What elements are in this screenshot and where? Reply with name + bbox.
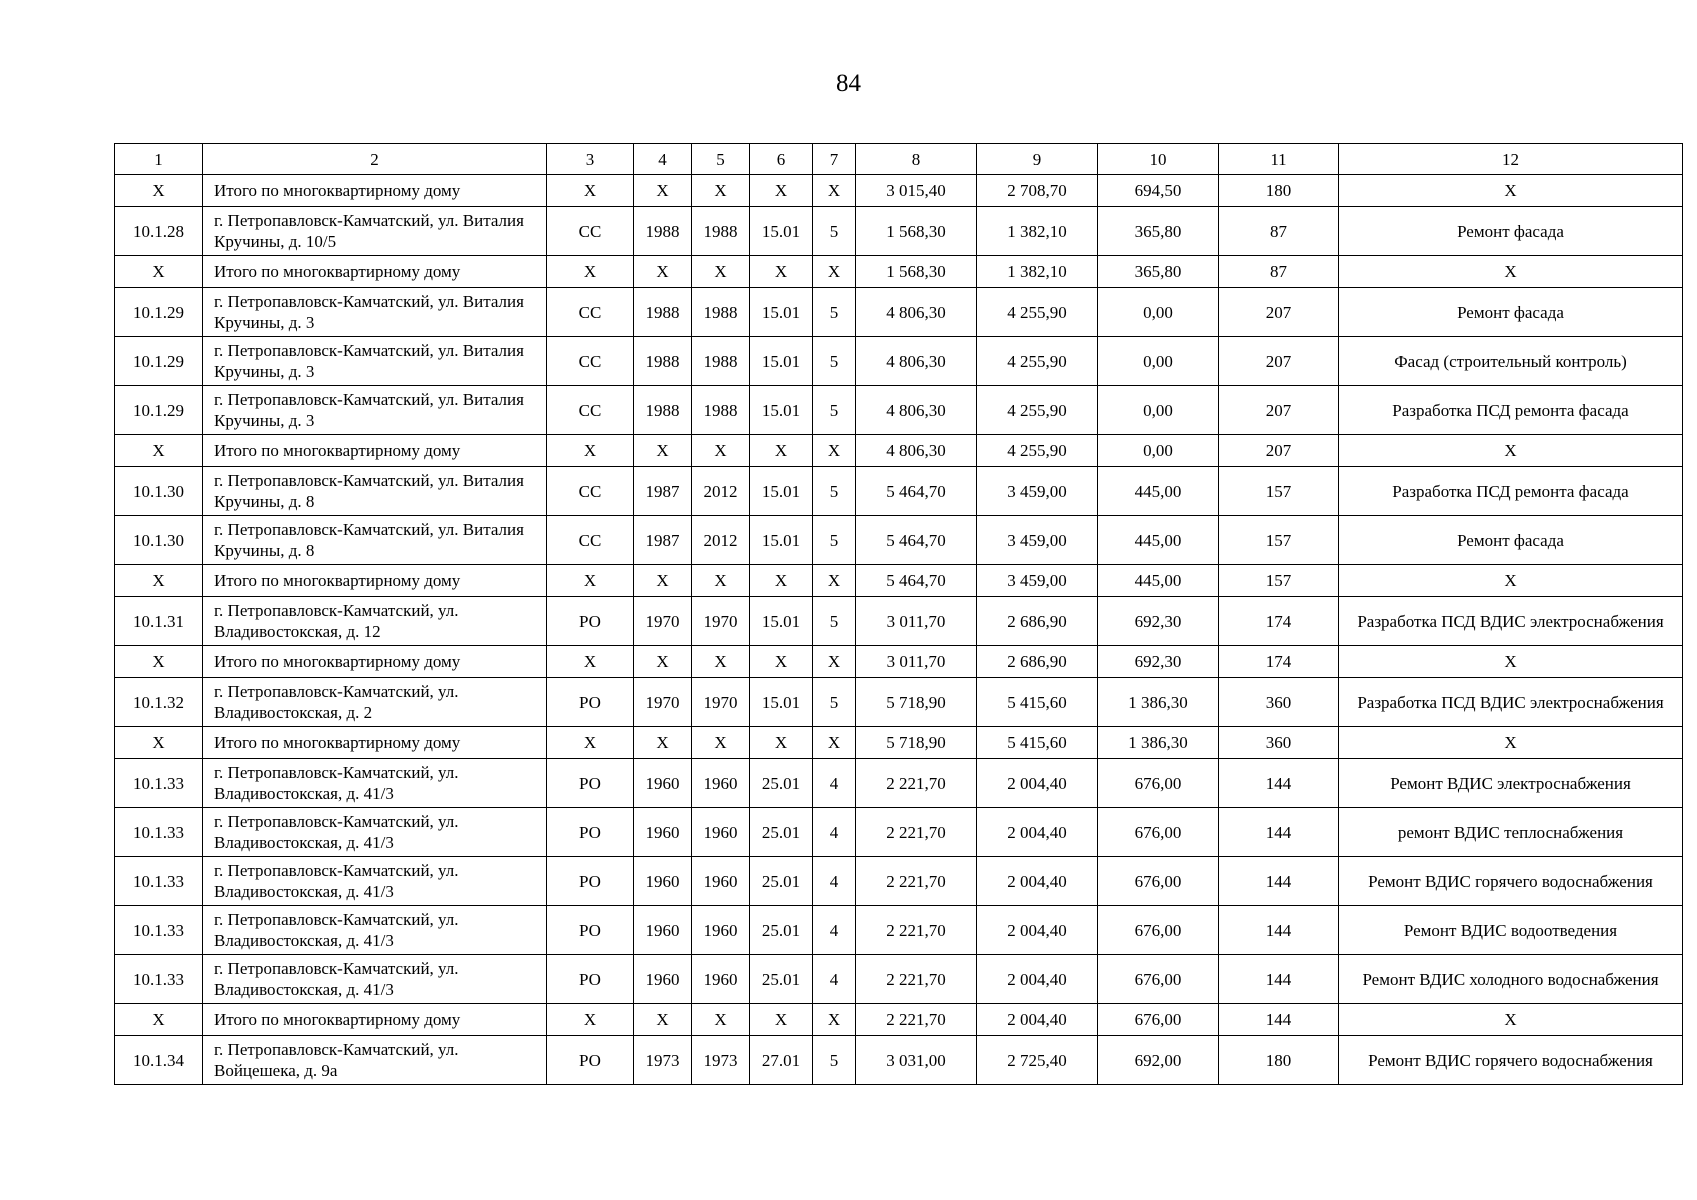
cell-year-renovated: Х: [692, 727, 750, 759]
cell-nonresidential-area: 676,00: [1098, 955, 1219, 1004]
cell-address: г. Петропавловск-Камчатский, ул. Владивостокская, д. 41/3: [203, 759, 547, 808]
cell-total-area: 2 221,70: [856, 1004, 977, 1036]
table-row: [115, 467, 1683, 516]
cell-item-number: 10.1.29: [115, 288, 203, 337]
cell-work-type: Ремонт ВДИС горячего водоснабжения: [1339, 1036, 1683, 1085]
cell-code: 15.01: [750, 337, 813, 386]
cell-year-built: Х: [634, 256, 692, 288]
cell-work-type: Ремонт ВДИС электроснабжения: [1339, 759, 1683, 808]
cell-address: Итого по многоквартирному дому: [203, 727, 547, 759]
cell-residents: 157: [1219, 516, 1339, 565]
cell-floors: 4: [813, 759, 856, 808]
cell-nonresidential-area: 676,00: [1098, 1004, 1219, 1036]
cell-year-renovated: 1960: [692, 857, 750, 906]
cell-work-type: Ремонт ВДИС холодного водоснабжения: [1339, 955, 1683, 1004]
cell-address: Итого по многоквартирному дому: [203, 435, 547, 467]
total-row: [115, 646, 1683, 678]
cell-residents: 157: [1219, 565, 1339, 597]
cell-year-renovated: Х: [692, 256, 750, 288]
cell-year-built: 1970: [634, 597, 692, 646]
cell-residents: 144: [1219, 955, 1339, 1004]
cell-code: Х: [750, 435, 813, 467]
cell-total-area: 2 221,70: [856, 955, 977, 1004]
cell-material: СС: [547, 288, 634, 337]
cell-year-built: Х: [634, 565, 692, 597]
cell-year-built: Х: [634, 727, 692, 759]
cell-floors: Х: [813, 565, 856, 597]
cell-address: г. Петропавловск-Камчатский, ул. Владивостокская, д. 12: [203, 597, 547, 646]
cell-address: г. Петропавловск-Камчатский, ул. Виталия Кручины, д. 8: [203, 516, 547, 565]
cell-code: 15.01: [750, 516, 813, 565]
cell-item-number: 10.1.29: [115, 386, 203, 435]
cell-material: Х: [547, 565, 634, 597]
cell-item-number: Х: [115, 727, 203, 759]
cell-item-number: 10.1.28: [115, 207, 203, 256]
column-number-cell: 3: [547, 144, 634, 175]
cell-year-built: 1960: [634, 857, 692, 906]
cell-material: РО: [547, 597, 634, 646]
total-row: [115, 435, 1683, 467]
cell-total-area: 2 221,70: [856, 906, 977, 955]
cell-floors: 4: [813, 906, 856, 955]
cell-work-type: Х: [1339, 565, 1683, 597]
column-number-cell: 4: [634, 144, 692, 175]
cell-code: 15.01: [750, 467, 813, 516]
cell-residential-area: 3 459,00: [977, 467, 1098, 516]
cell-code: 15.01: [750, 386, 813, 435]
cell-residential-area: 2 004,40: [977, 1004, 1098, 1036]
cell-item-number: 10.1.33: [115, 808, 203, 857]
cell-address: г. Петропавловск-Камчатский, ул. Виталия Кручины, д. 3: [203, 386, 547, 435]
cell-floors: 5: [813, 288, 856, 337]
cell-year-built: 1960: [634, 808, 692, 857]
cell-floors: Х: [813, 175, 856, 207]
cell-work-type: Х: [1339, 256, 1683, 288]
cell-work-type: ремонт ВДИС теплоснабжения: [1339, 808, 1683, 857]
cell-code: 15.01: [750, 678, 813, 727]
cell-residents: 207: [1219, 288, 1339, 337]
cell-total-area: 1 568,30: [856, 207, 977, 256]
cell-nonresidential-area: 0,00: [1098, 435, 1219, 467]
cell-year-built: 1960: [634, 759, 692, 808]
cell-material: РО: [547, 1036, 634, 1085]
cell-material: Х: [547, 435, 634, 467]
cell-item-number: Х: [115, 256, 203, 288]
cell-address: г. Петропавловск-Камчатский, ул. Виталия Кручины, д. 3: [203, 337, 547, 386]
cell-code: 25.01: [750, 857, 813, 906]
cell-total-area: 3 011,70: [856, 646, 977, 678]
cell-floors: 5: [813, 467, 856, 516]
cell-total-area: 5 464,70: [856, 516, 977, 565]
cell-year-built: 1988: [634, 207, 692, 256]
cell-nonresidential-area: 445,00: [1098, 516, 1219, 565]
cell-total-area: 3 015,40: [856, 175, 977, 207]
cell-floors: Х: [813, 435, 856, 467]
cell-code: Х: [750, 175, 813, 207]
cell-residential-area: 2 004,40: [977, 857, 1098, 906]
cell-residents: 144: [1219, 808, 1339, 857]
column-number-cell: 8: [856, 144, 977, 175]
cell-work-type: Ремонт фасада: [1339, 288, 1683, 337]
cell-nonresidential-area: 0,00: [1098, 386, 1219, 435]
cell-year-built: 1988: [634, 386, 692, 435]
cell-nonresidential-area: 0,00: [1098, 337, 1219, 386]
cell-floors: 5: [813, 678, 856, 727]
cell-material: СС: [547, 516, 634, 565]
cell-total-area: 4 806,30: [856, 337, 977, 386]
cell-total-area: 2 221,70: [856, 808, 977, 857]
cell-total-area: 3 031,00: [856, 1036, 977, 1085]
cell-residential-area: 2 004,40: [977, 808, 1098, 857]
cell-item-number: 10.1.29: [115, 337, 203, 386]
cell-material: РО: [547, 857, 634, 906]
cell-year-renovated: Х: [692, 435, 750, 467]
cell-residents: 87: [1219, 207, 1339, 256]
column-number-cell: 11: [1219, 144, 1339, 175]
column-number-cell: 9: [977, 144, 1098, 175]
cell-item-number: Х: [115, 435, 203, 467]
cell-floors: 4: [813, 955, 856, 1004]
cell-year-built: Х: [634, 1004, 692, 1036]
cell-residential-area: 5 415,60: [977, 678, 1098, 727]
cell-material: Х: [547, 727, 634, 759]
table-row: [115, 1036, 1683, 1085]
cell-material: РО: [547, 955, 634, 1004]
cell-work-type: Х: [1339, 646, 1683, 678]
cell-nonresidential-area: 1 386,30: [1098, 678, 1219, 727]
cell-year-renovated: 1988: [692, 207, 750, 256]
cell-residential-area: 4 255,90: [977, 386, 1098, 435]
cell-nonresidential-area: 445,00: [1098, 565, 1219, 597]
cell-residents: 180: [1219, 1036, 1339, 1085]
cell-item-number: Х: [115, 175, 203, 207]
cell-nonresidential-area: 0,00: [1098, 288, 1219, 337]
cell-residential-area: 5 415,60: [977, 727, 1098, 759]
cell-material: РО: [547, 808, 634, 857]
cell-residential-area: 2 004,40: [977, 906, 1098, 955]
cell-floors: 5: [813, 386, 856, 435]
cell-address: Итого по многоквартирному дому: [203, 565, 547, 597]
cell-floors: 5: [813, 516, 856, 565]
cell-year-renovated: 1960: [692, 955, 750, 1004]
column-number-cell: 5: [692, 144, 750, 175]
cell-floors: 5: [813, 1036, 856, 1085]
cell-address: г. Петропавловск-Камчатский, ул. Владивостокская, д. 2: [203, 678, 547, 727]
total-row: [115, 175, 1683, 207]
cell-material: РО: [547, 759, 634, 808]
cell-material: РО: [547, 678, 634, 727]
table-row: [115, 759, 1683, 808]
cell-year-renovated: 1988: [692, 337, 750, 386]
cell-floors: 4: [813, 808, 856, 857]
cell-year-built: 1960: [634, 906, 692, 955]
cell-material: СС: [547, 337, 634, 386]
cell-residential-area: 2 708,70: [977, 175, 1098, 207]
column-number-row: [115, 144, 1683, 175]
cell-residents: 180: [1219, 175, 1339, 207]
cell-floors: Х: [813, 256, 856, 288]
cell-residents: 207: [1219, 435, 1339, 467]
cell-year-renovated: Х: [692, 646, 750, 678]
cell-address: г. Петропавловск-Камчатский, ул. Войцешека, д. 9а: [203, 1036, 547, 1085]
cell-material: СС: [547, 386, 634, 435]
cell-address: г. Петропавловск-Камчатский, ул. Виталия Кручины, д. 10/5: [203, 207, 547, 256]
table-row: [115, 386, 1683, 435]
cell-work-type: Разработка ПСД ремонта фасада: [1339, 467, 1683, 516]
cell-year-renovated: 1970: [692, 597, 750, 646]
cell-item-number: 10.1.33: [115, 955, 203, 1004]
cell-year-renovated: 1988: [692, 386, 750, 435]
column-number-cell: 10: [1098, 144, 1219, 175]
cell-year-built: 1970: [634, 678, 692, 727]
total-row: [115, 565, 1683, 597]
cell-nonresidential-area: 365,80: [1098, 256, 1219, 288]
cell-year-built: 1988: [634, 288, 692, 337]
total-row: [115, 1004, 1683, 1036]
cell-address: г. Петропавловск-Камчатский, ул. Владивостокская, д. 41/3: [203, 955, 547, 1004]
cell-total-area: 5 464,70: [856, 565, 977, 597]
cell-address: г. Петропавловск-Камчатский, ул. Владивостокская, д. 41/3: [203, 906, 547, 955]
cell-item-number: 10.1.30: [115, 516, 203, 565]
column-number-cell: 12: [1339, 144, 1683, 175]
table-row: [115, 955, 1683, 1004]
cell-code: 27.01: [750, 1036, 813, 1085]
cell-work-type: Разработка ПСД ВДИС электроснабжения: [1339, 678, 1683, 727]
cell-year-built: Х: [634, 435, 692, 467]
housing-register-table: [114, 143, 1683, 1085]
total-row: [115, 727, 1683, 759]
cell-address: Итого по многоквартирному дому: [203, 1004, 547, 1036]
cell-total-area: 5 464,70: [856, 467, 977, 516]
cell-material: РО: [547, 906, 634, 955]
cell-residents: 157: [1219, 467, 1339, 516]
cell-address: Итого по многоквартирному дому: [203, 256, 547, 288]
table-row: [115, 857, 1683, 906]
page-number: 84: [836, 70, 861, 97]
cell-residents: 207: [1219, 337, 1339, 386]
cell-year-built: Х: [634, 646, 692, 678]
cell-item-number: 10.1.30: [115, 467, 203, 516]
cell-work-type: Разработка ПСД ремонта фасада: [1339, 386, 1683, 435]
cell-code: 25.01: [750, 759, 813, 808]
cell-residential-area: 2 725,40: [977, 1036, 1098, 1085]
column-number-cell: 6: [750, 144, 813, 175]
cell-work-type: Х: [1339, 175, 1683, 207]
table-row: [115, 288, 1683, 337]
cell-work-type: Х: [1339, 435, 1683, 467]
cell-nonresidential-area: 676,00: [1098, 808, 1219, 857]
cell-nonresidential-area: 445,00: [1098, 467, 1219, 516]
cell-work-type: Фасад (строительный контроль): [1339, 337, 1683, 386]
cell-code: 25.01: [750, 906, 813, 955]
cell-total-area: 4 806,30: [856, 288, 977, 337]
cell-year-built: 1988: [634, 337, 692, 386]
cell-year-renovated: 1970: [692, 678, 750, 727]
cell-year-built: 1973: [634, 1036, 692, 1085]
cell-work-type: Ремонт ВДИС горячего водоснабжения: [1339, 857, 1683, 906]
cell-material: СС: [547, 467, 634, 516]
cell-nonresidential-area: 365,80: [1098, 207, 1219, 256]
cell-floors: 5: [813, 597, 856, 646]
cell-residential-area: 4 255,90: [977, 288, 1098, 337]
cell-nonresidential-area: 1 386,30: [1098, 727, 1219, 759]
cell-year-renovated: Х: [692, 565, 750, 597]
cell-nonresidential-area: 676,00: [1098, 857, 1219, 906]
cell-residential-area: 2 686,90: [977, 597, 1098, 646]
cell-residents: 144: [1219, 857, 1339, 906]
cell-total-area: 5 718,90: [856, 678, 977, 727]
cell-code: Х: [750, 565, 813, 597]
cell-address: г. Петропавловск-Камчатский, ул. Виталия Кручины, д. 3: [203, 288, 547, 337]
cell-nonresidential-area: 692,00: [1098, 1036, 1219, 1085]
cell-total-area: 3 011,70: [856, 597, 977, 646]
cell-nonresidential-area: 676,00: [1098, 906, 1219, 955]
cell-floors: Х: [813, 727, 856, 759]
cell-material: СС: [547, 207, 634, 256]
cell-code: Х: [750, 256, 813, 288]
table-row: [115, 597, 1683, 646]
cell-work-type: Х: [1339, 1004, 1683, 1036]
cell-address: Итого по многоквартирному дому: [203, 175, 547, 207]
cell-item-number: 10.1.31: [115, 597, 203, 646]
table-body: [115, 144, 1683, 1085]
cell-item-number: Х: [115, 1004, 203, 1036]
cell-year-renovated: 1960: [692, 808, 750, 857]
cell-residential-area: 3 459,00: [977, 516, 1098, 565]
cell-year-renovated: 1960: [692, 759, 750, 808]
cell-code: Х: [750, 1004, 813, 1036]
cell-code: 25.01: [750, 955, 813, 1004]
cell-address: Итого по многоквартирному дому: [203, 646, 547, 678]
cell-nonresidential-area: 694,50: [1098, 175, 1219, 207]
table-row: [115, 207, 1683, 256]
cell-residents: 360: [1219, 678, 1339, 727]
total-row: [115, 256, 1683, 288]
table-row: [115, 516, 1683, 565]
cell-code: Х: [750, 727, 813, 759]
cell-residential-area: 1 382,10: [977, 207, 1098, 256]
cell-total-area: 5 718,90: [856, 727, 977, 759]
cell-material: Х: [547, 1004, 634, 1036]
cell-total-area: 2 221,70: [856, 857, 977, 906]
cell-item-number: 10.1.33: [115, 906, 203, 955]
column-number-cell: 7: [813, 144, 856, 175]
cell-item-number: 10.1.33: [115, 759, 203, 808]
cell-year-renovated: 2012: [692, 516, 750, 565]
cell-year-renovated: Х: [692, 1004, 750, 1036]
cell-residential-area: 1 382,10: [977, 256, 1098, 288]
cell-year-renovated: 1988: [692, 288, 750, 337]
cell-residents: 87: [1219, 256, 1339, 288]
cell-floors: 5: [813, 207, 856, 256]
cell-residential-area: 4 255,90: [977, 337, 1098, 386]
cell-residential-area: 2 686,90: [977, 646, 1098, 678]
cell-nonresidential-area: 676,00: [1098, 759, 1219, 808]
cell-code: 15.01: [750, 207, 813, 256]
cell-code: 15.01: [750, 288, 813, 337]
cell-year-renovated: 1973: [692, 1036, 750, 1085]
table-row: [115, 906, 1683, 955]
cell-year-built: 1987: [634, 516, 692, 565]
cell-nonresidential-area: 692,30: [1098, 597, 1219, 646]
cell-total-area: 2 221,70: [856, 759, 977, 808]
cell-residents: 144: [1219, 1004, 1339, 1036]
cell-code: 25.01: [750, 808, 813, 857]
cell-residential-area: 2 004,40: [977, 955, 1098, 1004]
cell-work-type: Ремонт фасада: [1339, 207, 1683, 256]
cell-floors: 5: [813, 337, 856, 386]
cell-year-built: 1987: [634, 467, 692, 516]
column-number-cell: 2: [203, 144, 547, 175]
cell-residential-area: 2 004,40: [977, 759, 1098, 808]
cell-code: 15.01: [750, 597, 813, 646]
cell-material: Х: [547, 175, 634, 207]
cell-item-number: Х: [115, 565, 203, 597]
cell-residents: 174: [1219, 597, 1339, 646]
cell-item-number: Х: [115, 646, 203, 678]
cell-total-area: 1 568,30: [856, 256, 977, 288]
cell-address: г. Петропавловск-Камчатский, ул. Владивостокская, д. 41/3: [203, 808, 547, 857]
cell-floors: Х: [813, 646, 856, 678]
table-row: [115, 337, 1683, 386]
cell-residential-area: 3 459,00: [977, 565, 1098, 597]
cell-year-renovated: Х: [692, 175, 750, 207]
cell-material: Х: [547, 256, 634, 288]
cell-year-renovated: 2012: [692, 467, 750, 516]
cell-material: Х: [547, 646, 634, 678]
table-row: [115, 678, 1683, 727]
cell-residents: 144: [1219, 906, 1339, 955]
cell-total-area: 4 806,30: [856, 435, 977, 467]
cell-year-built: Х: [634, 175, 692, 207]
cell-address: г. Петропавловск-Камчатский, ул. Виталия Кручины, д. 8: [203, 467, 547, 516]
cell-residents: 207: [1219, 386, 1339, 435]
cell-work-type: Ремонт фасада: [1339, 516, 1683, 565]
cell-floors: Х: [813, 1004, 856, 1036]
cell-year-built: 1960: [634, 955, 692, 1004]
cell-residential-area: 4 255,90: [977, 435, 1098, 467]
cell-work-type: Х: [1339, 727, 1683, 759]
table-row: [115, 808, 1683, 857]
cell-item-number: 10.1.32: [115, 678, 203, 727]
cell-residents: 174: [1219, 646, 1339, 678]
cell-code: Х: [750, 646, 813, 678]
cell-residents: 144: [1219, 759, 1339, 808]
cell-nonresidential-area: 692,30: [1098, 646, 1219, 678]
cell-item-number: 10.1.34: [115, 1036, 203, 1085]
cell-work-type: Разработка ПСД ВДИС электроснабжения: [1339, 597, 1683, 646]
cell-year-renovated: 1960: [692, 906, 750, 955]
cell-floors: 4: [813, 857, 856, 906]
cell-item-number: 10.1.33: [115, 857, 203, 906]
cell-address: г. Петропавловск-Камчатский, ул. Владивостокская, д. 41/3: [203, 857, 547, 906]
cell-work-type: Ремонт ВДИС водоотведения: [1339, 906, 1683, 955]
column-number-cell: 1: [115, 144, 203, 175]
cell-total-area: 4 806,30: [856, 386, 977, 435]
cell-residents: 360: [1219, 727, 1339, 759]
